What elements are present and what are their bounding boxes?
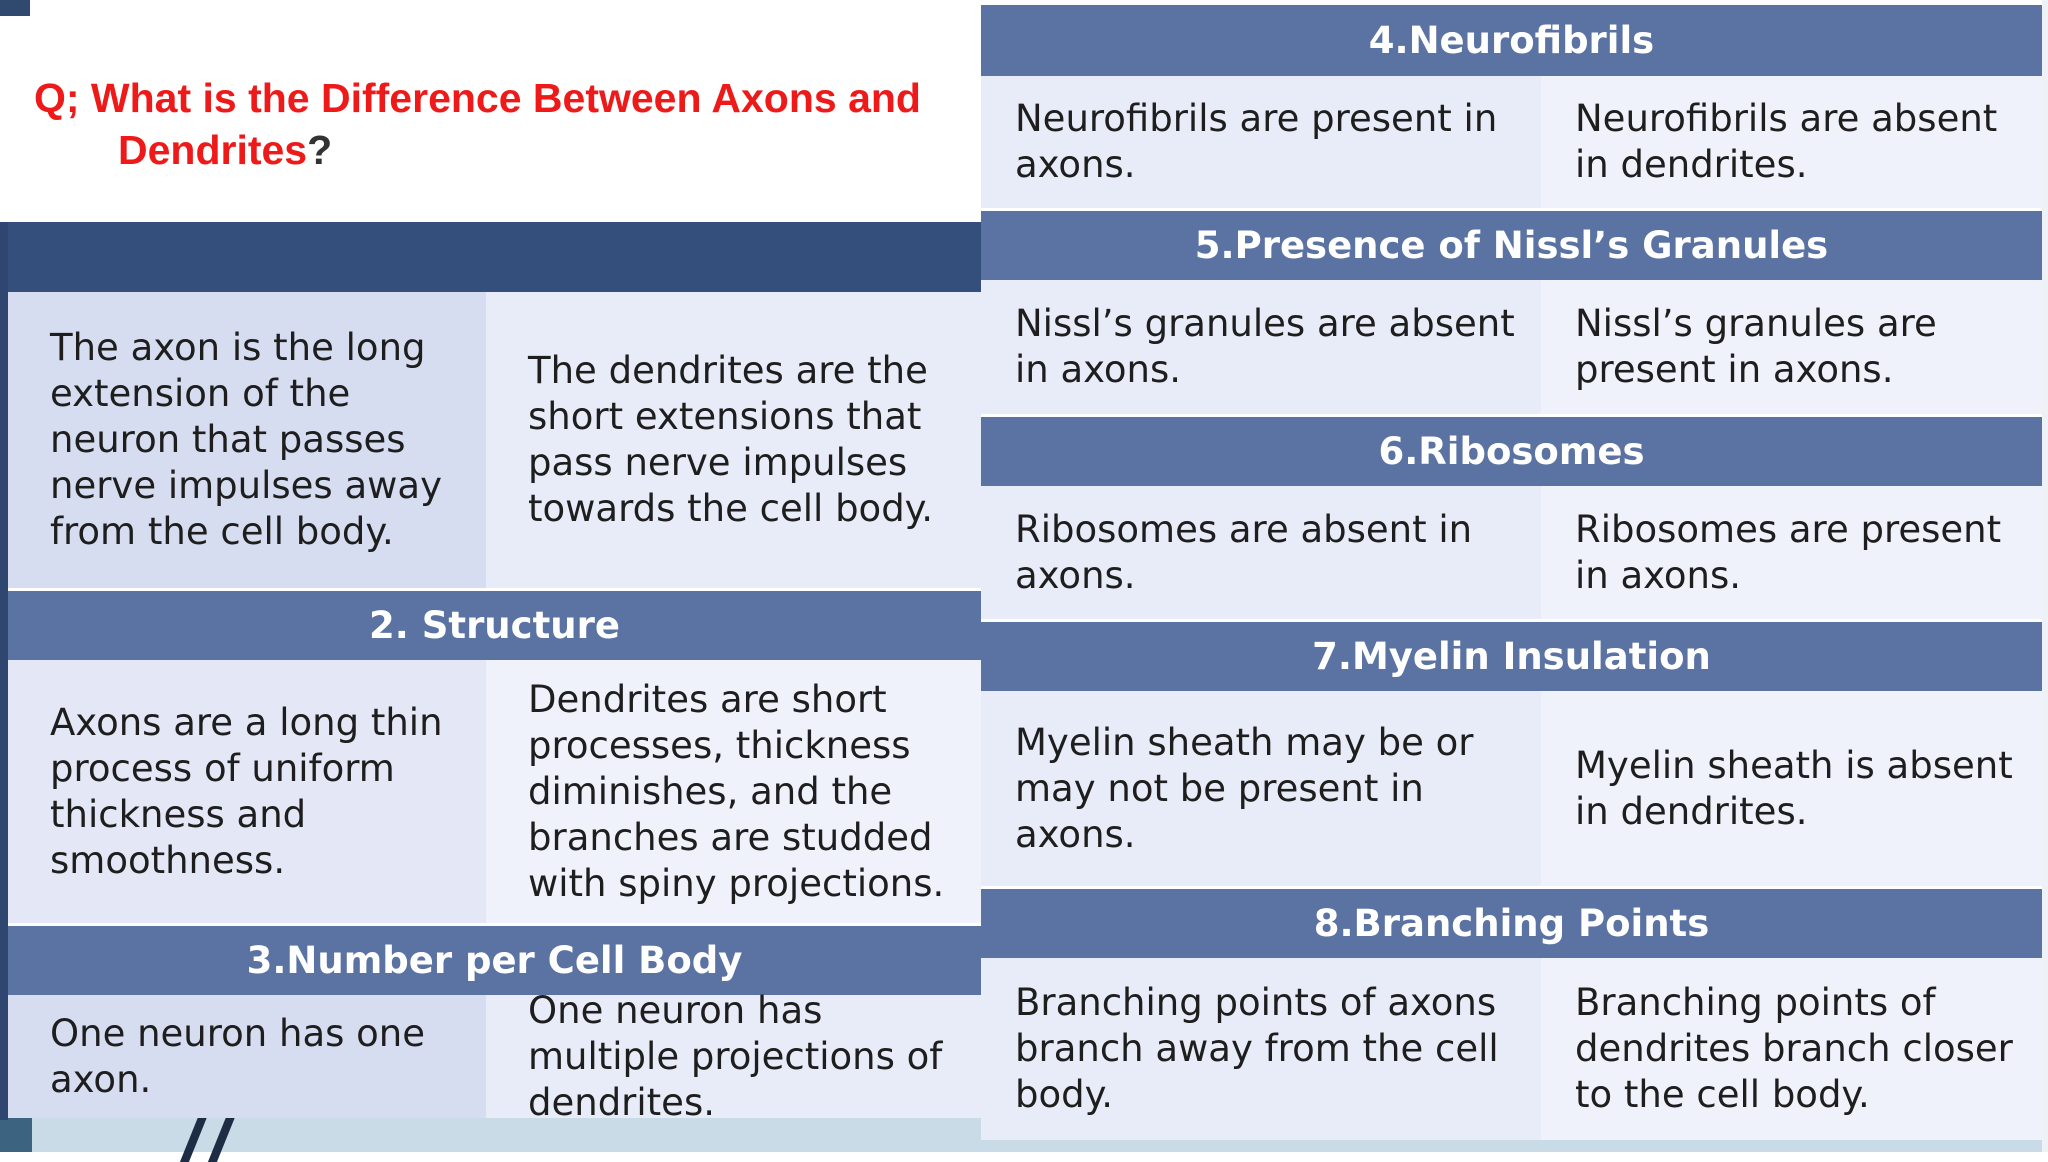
- nissl-axon-text: Nissl’s granules are absent in axons.: [1015, 302, 1515, 391]
- title-question-mark: ?: [307, 127, 333, 173]
- number-heading: [8, 923, 981, 995]
- myelin-heading: [981, 619, 2042, 691]
- ribosomes-axon-cell: [981, 486, 1541, 619]
- number-axon-cell: [8, 995, 486, 1118]
- corner-accent: [0, 0, 30, 16]
- myelin-dendrite-text: Myelin sheath is absent in dendrites.: [1575, 743, 2013, 833]
- branching-axon-text: Branching points of axons branch away from the cell body.: [1015, 981, 1499, 1116]
- number-axon-text: One neuron has one axon.: [50, 1011, 426, 1101]
- myelin-axon-cell: [981, 691, 1541, 886]
- ribosomes-dendrite-text: Ribosomes are present in axons.: [1575, 507, 2002, 597]
- ribosomes-heading: [981, 414, 2042, 486]
- title-line-2: [34, 124, 984, 176]
- neurofibrils-dendrite-text: Neurofibrils are absent in dendrites.: [1575, 97, 1998, 186]
- nissl-axon-cell: [981, 280, 1541, 414]
- branching-heading-text: 8.Branching Points: [1313, 902, 1710, 945]
- ribosomes-heading-text: 6.Ribosomes: [1378, 430, 1645, 473]
- branching-axon-cell: [981, 958, 1541, 1140]
- branching-dendrite-text: Branching points of dendrites branch closer to the cell body.: [1575, 981, 2013, 1116]
- definition-dendrite-text: The dendrites are the short extensions that pass nerve impulses towards the cell body.: [528, 349, 934, 530]
- branching-heading: [981, 886, 2042, 958]
- structure-axon-text: Axons are a long thin process of uniform thickness and smoothness.: [50, 700, 443, 882]
- neurofibrils-dendrite-cell: [1541, 76, 2042, 208]
- number-dendrite-text: One neuron has multiple projections of dendrites.: [528, 988, 943, 1124]
- neurofibrils-heading-text: 4.Neurofibrils: [1368, 19, 1655, 62]
- neurofibrils-axon-cell: [981, 76, 1541, 208]
- structure-axon-cell: [8, 660, 486, 923]
- nissl-heading: [981, 208, 2042, 280]
- myelin-heading-text: 7.Myelin Insulation: [1312, 635, 1711, 678]
- neurofibrils-axon-text: Neurofibrils are present in axons.: [1015, 97, 1498, 186]
- structure-heading: [8, 588, 981, 660]
- neurofibrils-heading: [981, 2, 2042, 76]
- right-edge: [2042, 0, 2048, 1152]
- title-term: Dendrites: [118, 127, 308, 173]
- table-left-edge: [0, 222, 8, 1120]
- number-heading-text: 3.Number per Cell Body: [246, 939, 743, 982]
- nissl-dendrite-text: Nissl’s granules are present in axons.: [1575, 302, 1937, 391]
- structure-heading-text: 2. Structure: [369, 604, 620, 647]
- myelin-dendrite-cell: [1541, 691, 2042, 886]
- ribosomes-dendrite-cell: [1541, 486, 2042, 619]
- nissl-heading-text: 5.Presence of Nissl’s Granules: [1194, 224, 1829, 267]
- bottom-band-accent: [0, 1118, 32, 1152]
- ribosomes-axon-text: Ribosomes are absent in axons.: [1015, 507, 1473, 597]
- branching-dendrite-cell: [1541, 958, 2042, 1140]
- definition-axon-text: The axon is the long extension of the neuron that passes nerve impulses away from the cell body.: [50, 326, 442, 553]
- title-line-1: Q; What is the Difference Between Axons and: [34, 75, 921, 121]
- nissl-dendrite-cell: [1541, 280, 2042, 414]
- myelin-axon-text: Myelin sheath may be or may not be present in axons.: [1015, 720, 1474, 856]
- number-dendrite-cell: [486, 988, 981, 1124]
- definition-axon-cell: [8, 292, 486, 588]
- definition-dendrite-cell: [486, 292, 981, 588]
- structure-dendrite-cell: [486, 660, 981, 923]
- page-title: [34, 72, 984, 176]
- structure-dendrite-text: Dendrites are short processes, thickness diminishes, and the branches are studded with spiny projections.: [528, 677, 945, 905]
- table-header-band: [0, 222, 981, 292]
